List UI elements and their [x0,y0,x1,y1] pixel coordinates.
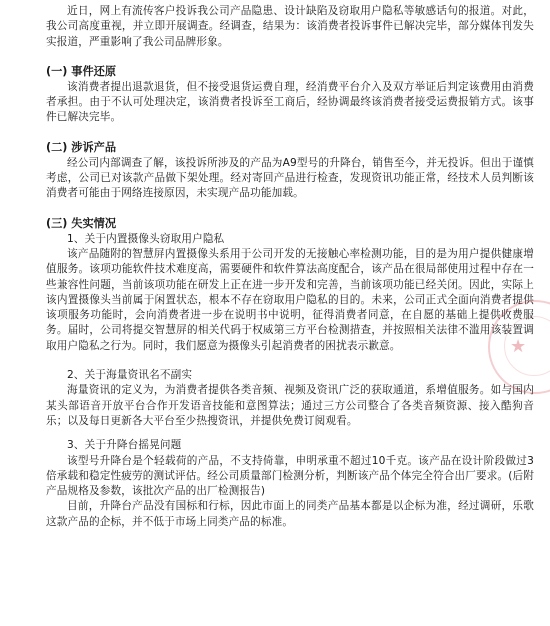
intro-paragraph: 近日，网上有流传客户投诉我公司产品隐患、设计缺陷及窃取用户隐私等敏感话句的报道。对此，我公司高度重视，并立即开展调查。经调查，结果为：该消费者投诉事件已解决完毕，部分媒体刊发失实报道，严重影响了我公司品牌形象。 [46,5,534,48]
seal-star-icon: ★ [510,336,527,357]
section-title-event: (一) 事件还原 [46,64,117,78]
statement-body [46,4,534,530]
section-body-event: 该消费者提出退款退货，但不接受退货运费自理，经消费平台介入及双方举证后判定该费用由消费者承担。由于不认可处理决定，该消费者投诉至工商后，经协调最终该消费者接受运费报销方式。该事件已解决完毕。 [46,80,534,124]
item-body-camera: 该产品随附的智慧屏内置摄像头系用于公司开发的无接触心率检测功能，目的是为用户提供健康增值服务。该项功能软件技术难度高，需要硬件和软件算法高度配合，该产品在很局部使用过程中存在一些兼容性问题，当前该项功能在研发上正在进一步开发和完善，当前该项功能已经关闭。因此，实际上该内置摄像头当前属于闲置状态，根本不存在窃取用户隐私的目的。未来，公司正式全面向消费者提供该项服务功能时，会向消费者进一步在说明书中说明，征得消费者同意，在自愿的基础上提供收费服务。届时，公司将提交智慧屏的相关代码于权威第三方平台检测措查，并按照相关法律不滥用该装置调取用户隐私之行为。同时，我们愿意为摄像头引起消费者的困扰表示歉意。 [46,247,534,352]
item-title-camera: 1、关于内置摄像头窃取用户隐私 [67,232,225,245]
section-title-product: (二) 涉诉产品 [46,140,117,154]
section-title-false-claims: (三) 失实情况 [46,216,117,230]
item-title-stability: 3、关于升降台摇晃问题 [67,439,182,452]
section-body-product: 经公司内部调查了解，该投诉所涉及的产品为A9型号的升降台，销售至今，并无投诉。但出于谨慎考虑，公司已对该款产品做下架处理。经对寄回产品进行检查，发现资讯功能正常，经技术人员判断该消费者可能由于网络连接原因，未实现产品功能加载。 [46,156,534,200]
item-title-content: 2、关于海量资讯名不副实 [67,369,193,382]
item-body-stability: 该型号升降台是个轻载荷的产品，不支持倚靠，申明承重不超过10千克。该产品在设计阶段做过3倍承载和稳定性疲劳的测试评估。经公司质量部门检测分析，判断该产品个体完全符合出厂要求。(后附产品规格及参数，该批次产品的出厂检测报告) [46,454,534,498]
item-body-standards: 目前，升降台产品没有国标和行标，因此市面上的同类产品基本都是以企标为准，经过调研，乐歌这款产品的企标，并不低于市场上同类产品的标准。 [46,500,534,528]
item-body-content: 海量资讯的定义为，为消费者提供各类音频、视频及资讯广泛的获取通道，系增值服务。如与国内某头部语音开放平台合作开发语音技能和意图算法；通过三方公司整合了各类音频资源、接入酷狗音乐；以及每日更新各大平台至少热搜资讯，并提供免费订阅观看。 [46,384,534,427]
